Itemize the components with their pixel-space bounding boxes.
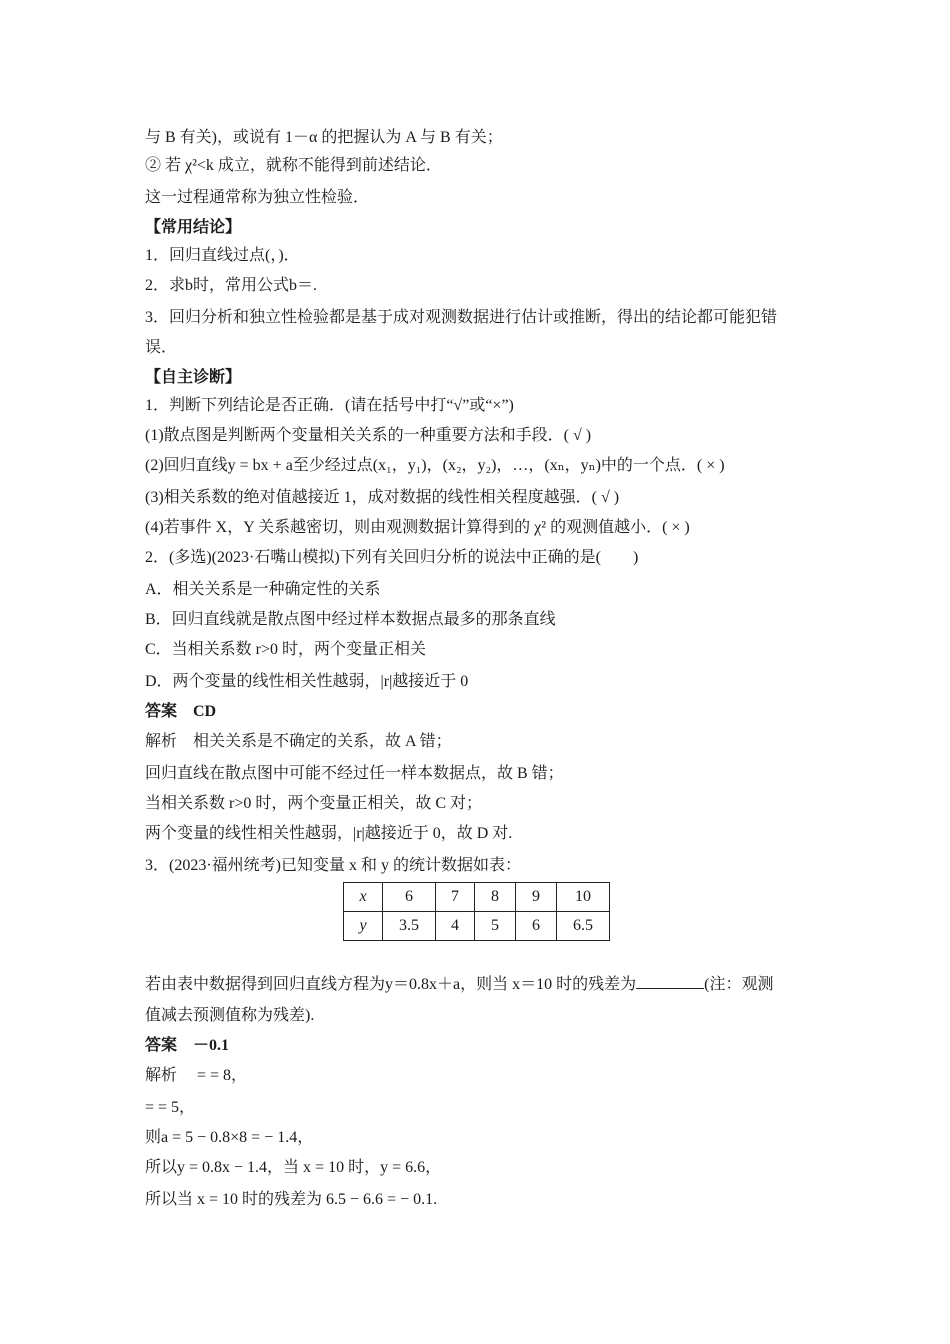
- solution-line: 解析 = = 8，: [145, 1067, 248, 1084]
- text-line: [145, 974, 773, 995]
- solution-line: 则a = 5 − 0.8×8 = − 1.4，: [145, 1129, 314, 1146]
- table-cell: x: [344, 883, 383, 912]
- option-a: A．相关关系是一种确定性的关系: [145, 581, 381, 598]
- solution-line: 所以当 x = 10 时的残差为 6.5 − 6.6 = − 0.1.: [145, 1191, 438, 1208]
- option-d: D．两个变量的线性相关性越弱，|r|越接近于 0: [145, 673, 469, 690]
- table-row: [344, 912, 610, 941]
- text-line: 1．回归直线过点(，)．: [145, 247, 300, 264]
- solution-line: 两个变量的线性相关性越弱，|r|越接近于 0，故 D 对.: [145, 825, 513, 842]
- solution-line: 所以y = 0.8x − 1.4，当 x = 10 时，y = 6.6，: [145, 1159, 442, 1176]
- text-line: 2．求b时，常用公式b＝.: [145, 277, 318, 294]
- text-line: 与 B 有关)，或说有 1－α 的把握认为 A 与 B 有关；: [145, 129, 503, 146]
- table-cell: 3.5: [383, 912, 436, 941]
- text-line: 3．(2023·福州统考)已知变量 x 和 y 的统计数据如表：: [145, 857, 521, 874]
- table-cell: y: [344, 912, 383, 941]
- table-cell: 8: [475, 883, 516, 912]
- text-line: 误．: [145, 339, 178, 356]
- text-line: 这一过程通常称为独立性检验．: [145, 189, 370, 206]
- solution-line: = = 5，: [145, 1099, 196, 1116]
- section-heading: 【自主诊断】: [145, 369, 242, 386]
- table-cell: 6: [516, 912, 557, 941]
- section-heading: 【常用结论】: [145, 219, 242, 236]
- solution-line: 回归直线在散点图中可能不经过任一样本数据点，故 B 错；: [145, 765, 564, 782]
- answer-line: 答案 －0.1: [145, 1037, 230, 1054]
- text-line: (3)相关系数的绝对值越接近 1，成对数据的线性相关程度越强．( √ ): [145, 489, 620, 506]
- table-cell: 4: [436, 912, 475, 941]
- text-line: ② 若 χ²<k 成立，就称不能得到前述结论．: [145, 157, 442, 174]
- text-line: 1．判断下列结论是否正确．(请在括号中打“√”或“×”): [145, 397, 514, 414]
- text-line: 值减去预测值称为残差).: [145, 1007, 315, 1024]
- statistics-table: [343, 882, 610, 941]
- table-cell: 9: [516, 883, 557, 912]
- table-cell: 5: [475, 912, 516, 941]
- table-cell: 6.5: [557, 912, 610, 941]
- table-cell: 7: [436, 883, 475, 912]
- option-b: B．回归直线就是散点图中经过样本数据点最多的那条直线: [145, 611, 556, 628]
- table-cell: 6: [383, 883, 436, 912]
- solution-line: 当相关系数 r>0 时，两个变量正相关，故 C 对；: [145, 795, 483, 812]
- text-line: 3．回归分析和独立性检验都是基于成对观测数据进行估计或推断，得出的结论都可能犯错: [145, 309, 778, 326]
- table-row: [344, 883, 610, 912]
- text-span: 若由表中数据得到回归直线方程为y＝0.8x＋a，则当 x＝10 时的残差为: [145, 976, 637, 993]
- answer-line: 答案 CD: [145, 703, 217, 720]
- solution-line: 解析 相关关系是不确定的关系，故 A 错；: [145, 733, 452, 750]
- text-line: (4)若事件 X，Y 关系越密切，则由观测数据计算得到的 χ² 的观测值越小．( × ): [145, 519, 690, 536]
- table-cell: 10: [557, 883, 610, 912]
- text-line: (1)散点图是判断两个变量相关关系的一种重要方法和手段．( √ ): [145, 427, 592, 444]
- text-line: (2)回归直线y = bx + a至少经过点(x₁，y₁)，(x₂，y₂)，…，(xₙ，yₙ)中的一个点．( × ): [145, 457, 725, 474]
- answer-blank: [636, 974, 704, 989]
- option-c: C．当相关系数 r>0 时，两个变量正相关: [145, 641, 427, 658]
- text-line: 2．(多选)(2023·石嘴山模拟)下列有关回归分析的说法中正确的是( ): [145, 549, 639, 566]
- text-span: (注：观测: [704, 976, 774, 993]
